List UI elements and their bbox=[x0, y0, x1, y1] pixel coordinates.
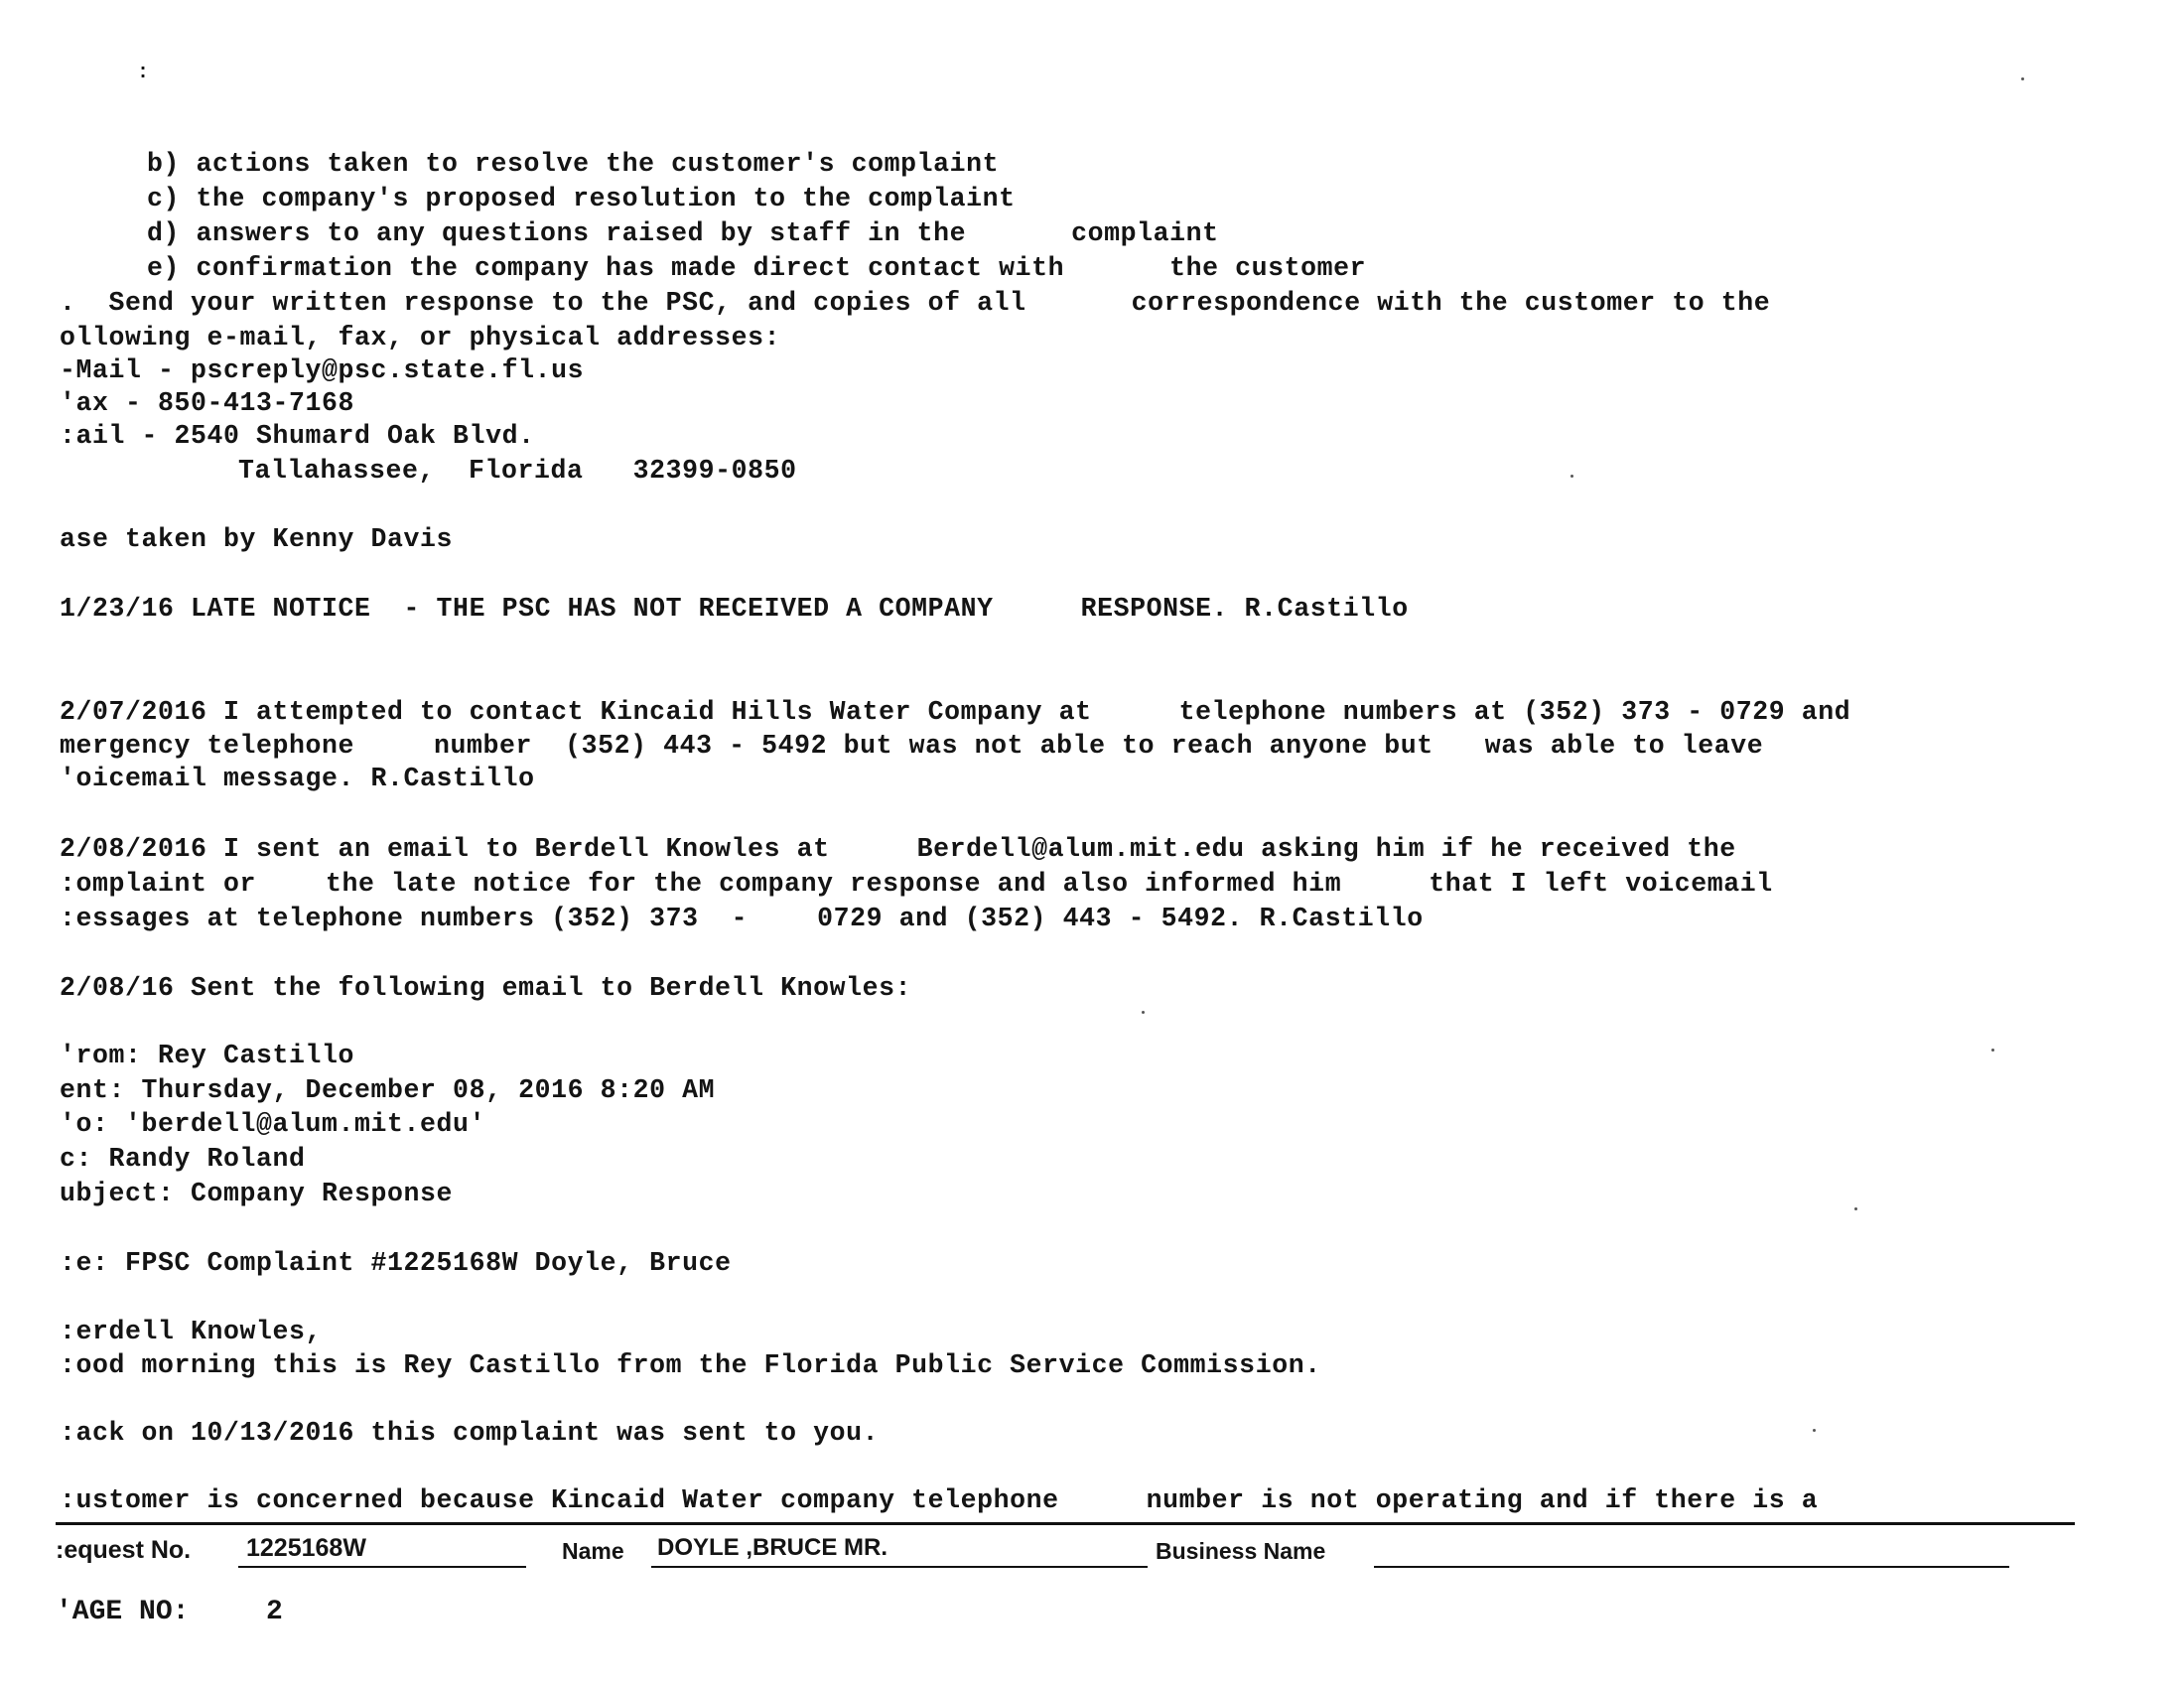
list-item-d: d) answers to any questions raised by staff in the complaint bbox=[147, 218, 1219, 248]
email-from: 'rom: Rey Castillo bbox=[60, 1041, 355, 1070]
contact-mail: :ail - 2540 Shumard Oak Blvd. bbox=[60, 421, 535, 451]
sent-email-intro: 2/08/16 Sent the following email to Berdell Knowles: bbox=[60, 973, 912, 1003]
footer-top-rule bbox=[56, 1522, 2075, 1525]
email-sent: ent: Thursday, December 08, 2016 8:20 AM bbox=[60, 1075, 716, 1105]
name-label: Name bbox=[562, 1538, 624, 1564]
request-no-label: :equest No. bbox=[56, 1536, 192, 1564]
scan-speck bbox=[2021, 77, 2024, 80]
contact-fax: 'ax - 850-413-7168 bbox=[60, 388, 355, 418]
email-re: :e: FPSC Complaint #1225168W Doyle, Bruce bbox=[60, 1248, 732, 1278]
business-name-underline bbox=[1374, 1566, 2009, 1568]
instructions-line-2: ollowing e-mail, fax, or physical addresses: bbox=[60, 323, 781, 352]
entry-1208-line-1: 2/08/2016 I sent an email to Berdell Knowles at Berdell@alum.mit.edu asking him if he received the bbox=[60, 834, 1736, 864]
instructions-line-1: . Send your written response to the PSC, and copies of all correspondence with the customer to the bbox=[60, 288, 1771, 318]
email-greeting: :ood morning this is Rey Castillo from the Florida Public Service Commission. bbox=[60, 1350, 1321, 1380]
name-value: DOYLE ,BRUCE MR. bbox=[657, 1534, 888, 1561]
entry-1208-line-3: :essages at telephone numbers (352) 373 - 0729 and (352) 443 - 5492. R.Castillo bbox=[60, 904, 1424, 933]
entry-1207-line-3: 'oicemail message. R.Castillo bbox=[60, 764, 535, 793]
page-no-label: 'AGE NO: bbox=[56, 1597, 190, 1627]
request-no-underline bbox=[238, 1566, 526, 1568]
request-no-value: 1225168W bbox=[246, 1534, 366, 1562]
scan-speck bbox=[1813, 1429, 1816, 1432]
scan-speck bbox=[1570, 475, 1573, 478]
email-cc: c: Randy Roland bbox=[60, 1144, 306, 1174]
late-notice: 1/23/16 LATE NOTICE - THE PSC HAS NOT RECEIVED A COMPANY RESPONSE. R.Castillo bbox=[60, 594, 1409, 624]
name-underline bbox=[651, 1566, 1148, 1568]
entry-1207-line-1: 2/07/2016 I attempted to contact Kincaid Hills Water Company at telephone numbers at (352) 373 - 0729 and bbox=[60, 697, 1851, 727]
case-taken: ase taken by Kenny Davis bbox=[60, 524, 454, 554]
list-item-b: b) actions taken to resolve the customer's complaint bbox=[147, 149, 1000, 179]
email-customer-concern: :ustomer is concerned because Kincaid Water company telephone number is not operating and if there is a bbox=[60, 1485, 1819, 1515]
list-item-e: e) confirmation the company has made direct contact with the customer bbox=[147, 253, 1367, 283]
contact-city: Tallahassee, Florida 32399-0850 bbox=[238, 456, 797, 486]
scan-speck bbox=[1854, 1207, 1857, 1210]
top-mark: : bbox=[137, 62, 150, 84]
entry-1208-line-2: :omplaint or the late notice for the company response and also informed him that I left voicemail bbox=[60, 869, 1773, 899]
email-to: 'o: 'berdell@alum.mit.edu' bbox=[60, 1109, 486, 1139]
business-name-label: Business Name bbox=[1156, 1538, 1326, 1564]
scan-speck bbox=[1142, 1011, 1145, 1014]
email-salutation: :erdell Knowles, bbox=[60, 1317, 323, 1346]
scan-speck bbox=[1991, 1049, 1994, 1052]
contact-email: -Mail - pscreply@psc.state.fl.us bbox=[60, 355, 585, 385]
list-item-c: c) the company's proposed resolution to the complaint bbox=[147, 184, 1016, 213]
email-subject: ubject: Company Response bbox=[60, 1179, 454, 1208]
entry-1207-line-2: mergency telephone number (352) 443 - 5492 but was not able to reach anyone but was able to leave bbox=[60, 731, 1764, 761]
email-back-on: :ack on 10/13/2016 this complaint was sent to you. bbox=[60, 1418, 880, 1448]
page-no-value: 2 bbox=[266, 1597, 283, 1627]
